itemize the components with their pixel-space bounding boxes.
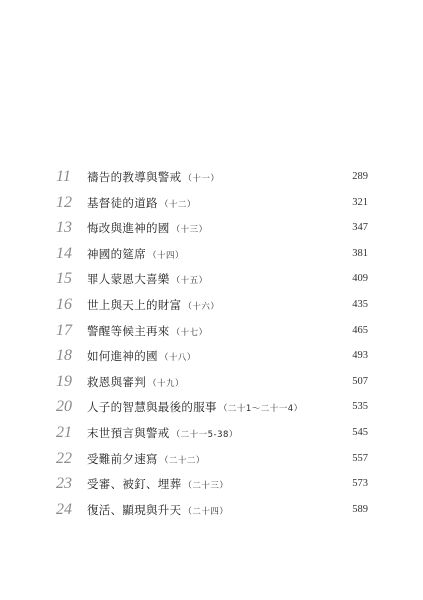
page-number: 545 [352, 426, 368, 438]
page-number: 573 [352, 478, 368, 490]
chapter-title-text: 警醒等候主再來 [87, 323, 170, 338]
page-number: 493 [352, 350, 368, 362]
chapter-scripture-range: （十一） [183, 174, 220, 184]
chapter-title [87, 477, 228, 493]
page-number: 381 [352, 247, 368, 259]
chapter-scripture-range: （二十二） [159, 455, 205, 466]
toc-entry-22[interactable] [0, 448, 423, 474]
page-number: 465 [352, 324, 368, 336]
chapter-number: 19 [56, 372, 72, 390]
chapter-scripture-range: （十九） [148, 378, 185, 389]
chapter-title-text: 基督徒的道路 [87, 195, 158, 210]
chapter-number: 14 [56, 244, 72, 262]
toc-entry-15[interactable] [0, 268, 423, 294]
toc-entry-17[interactable] [0, 320, 423, 346]
chapter-scripture-range: （二十四） [183, 506, 229, 517]
chapter-scripture-range: （十三） [171, 225, 208, 236]
chapter-title [87, 349, 196, 365]
chapter-number: 15 [56, 270, 72, 288]
chapter-title-text: 神國的筵席 [87, 246, 146, 261]
table-of-contents [0, 166, 423, 524]
chapter-title [87, 375, 184, 391]
chapter-title-text: 人子的智慧與最後的服事 [87, 400, 217, 415]
chapter-title [87, 298, 219, 314]
toc-entry-14[interactable] [0, 243, 423, 269]
chapter-number: 18 [56, 347, 72, 365]
toc-entry-20[interactable] [0, 396, 423, 422]
chapter-number: 20 [56, 398, 72, 416]
chapter-title-text: 受難前夕速寫 [87, 451, 158, 466]
chapter-scripture-range: （二十1～二十一4） [218, 404, 303, 415]
page-number: 409 [352, 273, 368, 285]
chapter-title-text: 世上與天上的財富 [87, 297, 182, 312]
chapter-number: 22 [56, 449, 72, 467]
toc-entry-21[interactable] [0, 422, 423, 448]
toc-entry-24[interactable] [0, 499, 423, 525]
chapter-title [87, 400, 303, 416]
chapter-number: 12 [56, 193, 72, 211]
chapter-scripture-range: （十五） [171, 276, 208, 287]
chapter-scripture-range: （十七） [171, 327, 208, 338]
chapter-title-text: 悔改與進神的國 [87, 221, 170, 236]
page-number: 347 [352, 222, 368, 234]
toc-entry-23[interactable] [0, 473, 423, 499]
chapter-title-text: 復活、顯現與升天 [87, 502, 182, 517]
chapter-number: 11 [56, 168, 71, 185]
chapter-number: 13 [56, 219, 72, 237]
page-number: 557 [352, 452, 368, 464]
chapter-title-text: 禱告的教導與警戒 [87, 170, 182, 184]
chapter-title-text: 救恩與審判 [87, 374, 146, 389]
chapter-title [87, 221, 208, 237]
toc-entry-18[interactable] [0, 345, 423, 371]
chapter-title [87, 324, 208, 340]
chapter-scripture-range: （二十三） [183, 481, 229, 492]
chapter-title [87, 196, 196, 212]
chapter-number: 16 [56, 295, 72, 313]
page-number: 321 [352, 196, 368, 208]
chapter-title-text: 末世預言與警戒 [87, 425, 170, 440]
chapter-title-text: 罪人蒙恩大喜樂 [87, 272, 170, 287]
toc-entry-13[interactable] [0, 217, 423, 243]
chapter-title [87, 426, 238, 442]
toc-entry-16[interactable] [0, 294, 423, 320]
chapter-title [87, 272, 208, 288]
chapter-scripture-range: （二十一5-38） [171, 429, 238, 440]
toc-entry-19[interactable] [0, 371, 423, 397]
chapter-scripture-range: （十六） [183, 301, 220, 312]
chapter-title-text: 如何進神的國 [87, 349, 158, 364]
chapter-title [87, 503, 228, 519]
chapter-title [87, 452, 205, 468]
chapter-scripture-range: （十二） [159, 199, 196, 210]
page-number: 435 [352, 298, 368, 310]
chapter-scripture-range: （十四） [148, 250, 185, 261]
chapter-title [87, 247, 184, 263]
chapter-title-text: 受審、被釘、埋葬 [87, 477, 182, 492]
page-number: 589 [352, 503, 368, 515]
chapter-scripture-range: （十八） [159, 353, 196, 364]
chapter-number: 21 [56, 423, 72, 441]
toc-entry-11[interactable] [0, 166, 423, 192]
page-number: 535 [352, 401, 368, 413]
chapter-title [87, 170, 219, 186]
chapter-number: 24 [56, 500, 72, 518]
chapter-number: 17 [56, 321, 72, 339]
chapter-number: 23 [56, 475, 72, 493]
page-number: 289 [352, 171, 368, 182]
toc-entry-12[interactable] [0, 192, 423, 218]
page-number: 507 [352, 375, 368, 387]
